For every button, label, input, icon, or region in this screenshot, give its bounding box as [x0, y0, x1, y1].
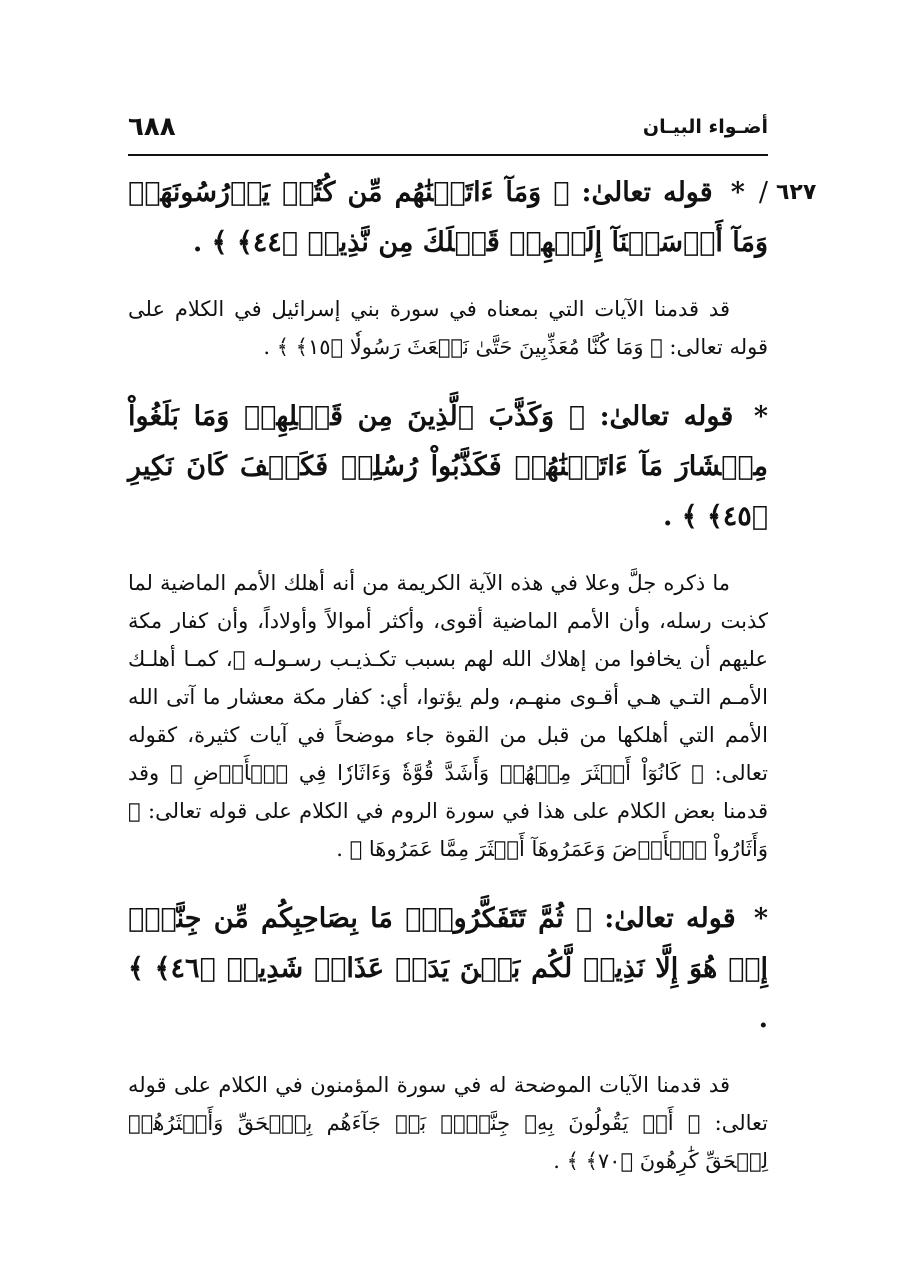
running-header [128, 108, 768, 156]
verse-heading-46 [128, 894, 768, 1044]
page-break-marker: / [758, 177, 768, 208]
commentary-paragraph: ما ذكره جلَّ وعلا في هذه الآية الكريمة من أنه أهلك الأمم الماضية لما كذبت رسله، وأن الأمم الماضية أقوى، وأكثر أموالاً وأولاداً، وأن كفار مكة عليهم أن يخافوا من إهلاك الله لهم بسبب تكـذيـب رسـولـه ﷺ، كمـا أهلـك الأمـم التـي هـي أقـوى منهـم، ولم يؤتوا، أي: كفار مكة معشار ما آتى الله الأمم التي أهلكها من قبل من القوة جاء موضحاً في آيات كثيرة، كقوله تعالى: ﴿ كَانُوٓاْ أَكۡثَرَ مِنۡهُمۡ وَأَشَدَّ قُوَّةٗ وَءَاثَارٗا فِي ٱلۡأَرۡضِ ﴾ وقد قدمنا بعض الكلام على هذا في سورة الروم في الكلام على قوله تعالى: ﴿ وَأَثَارُواْ ٱلۡأَرۡضَ وَعَمَرُوهَآ أَكۡثَرَ مِمَّا عَمَرُوهَا ﴾ . [128, 571, 768, 861]
page-body [128, 168, 768, 1238]
book-title: أضـواء البيـان [642, 116, 768, 138]
page-number: ٦٨٨ [128, 112, 176, 142]
verse-text: قوله تعالىٰ: ﴿ وَكَذَّبَ ٱلَّذِينَ مِن قَبۡلِهِمۡ وَمَا بَلَغُواْ مِعۡشَارَ مَآ ءَاتَيۡنَٰهُمۡ فَكَذَّبُواْ رُسُلِيۖ فَكَيۡفَ كَانَ نَكِيرِ ﴿٤٥﴾ ﴾ . [128, 401, 768, 532]
star-marker: * [730, 177, 745, 208]
verse-text: قوله تعالىٰ: ﴿ ثُمَّ تَتَفَكَّرُواْۚ مَا بِصَاحِبِكُم مِّن جِنَّةٍۚ إِنۡ هُوَ إِلَّا نَذِيرٞ لَّكُم بَيۡنَ يَدَيۡ عَذَابٖ شَدِيدٖ ﴿٤٦﴾ ﴾ . [128, 903, 768, 1034]
margin-page-reference: ٦٢٧ [776, 180, 817, 205]
star-marker: * [753, 903, 768, 934]
star-marker: * [753, 401, 768, 432]
commentary-paragraph: قد قدمنا الآيات التي بمعناه في سورة بني إسرائيل في الكلام على قوله تعالى: ﴿ وَمَا كُنَّا مُعَذِّبِينَ حَتَّىٰ نَبۡعَثَ رَسُولٗا ﴿١٥﴾ ﴾ . [128, 297, 768, 359]
verse-heading-44 [128, 168, 768, 268]
verse-heading-45 [128, 392, 768, 542]
verse-text: قوله تعالىٰ: ﴿ وَمَآ ءَاتَيۡنَٰهُم مِّن كُتُبٖ يَدۡرُسُونَهَاۖ وَمَآ أَرۡسَلۡنَآ إِلَيۡهِمۡ قَبۡلَكَ مِن نَّذِيرٖ ﴿٤٤﴾ ﴾ . [128, 177, 768, 258]
commentary-paragraph: قد قدمنا الآيات الموضحة له في سورة المؤمنون في الكلام على قوله تعالى: ﴿ أَمۡ يَقُولُونَ بِهِۦ جِنَّةُۢۚ بَلۡ جَآءَهُم بِٱلۡحَقِّ وَأَكۡثَرُهُمۡ لِلۡحَقِّ كَٰرِهُونَ ﴿٧٠﴾ ﴾ . [128, 1073, 768, 1173]
